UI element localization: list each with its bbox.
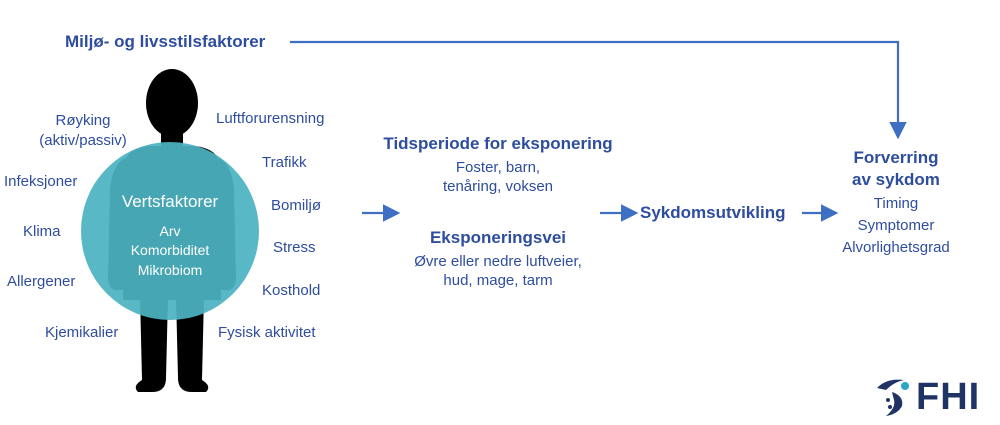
env-to-worsening-arrow: [290, 42, 898, 135]
exposure-period-title: Tidsperiode for eksponering: [383, 134, 613, 153]
factor-climate: Klima: [23, 223, 61, 240]
env-lifestyle-title: Miljø- og livsstilsfaktorer: [65, 32, 266, 51]
host-factors-title: Vertsfaktorer: [121, 192, 219, 211]
worsening-item-symptoms: Symptomer: [857, 217, 935, 234]
factor-allergens: Allergener: [7, 273, 76, 290]
factor-traffic: Trafikk: [262, 154, 307, 171]
worsening-title: Forverring av sykdom: [852, 148, 940, 189]
factor-physical-activity: Fysisk aktivitet: [218, 324, 316, 341]
factor-infections: Infeksjoner: [4, 173, 78, 190]
worsening-item-timing: Timing: [873, 195, 919, 212]
factor-air-pollution: Luftforurensning: [216, 110, 325, 127]
worsening-item-severity: Alvorlighetsgrad: [842, 239, 950, 256]
factor-living-environment: Bomiljø: [271, 197, 322, 214]
exposure-period-text: Foster, barn, tenåring, voksen: [442, 159, 554, 195]
fhi-logo: [874, 374, 994, 420]
host-item-comorbidity: Komorbiditet: [130, 242, 210, 258]
factor-chemicals: Kjemikalier: [45, 324, 119, 341]
exposure-route-text: Øvre eller nedre luftveier, hud, mage, tarm: [414, 253, 582, 289]
exposure-route-title: Eksponeringsvei: [429, 228, 567, 247]
fhi-logo-mark-icon: [874, 374, 914, 418]
factor-smoking: Røyking (aktiv/passiv): [39, 112, 127, 149]
factor-stress: Stress: [273, 239, 316, 256]
host-item-microbiome: Mikrobiom: [137, 262, 203, 278]
factor-diet: Kosthold: [262, 282, 321, 299]
fhi-logo-text: FHI: [916, 376, 981, 418]
host-item-heredity: Arv: [159, 223, 181, 239]
disease-development-label: Sykdomsutvikling: [640, 203, 786, 222]
